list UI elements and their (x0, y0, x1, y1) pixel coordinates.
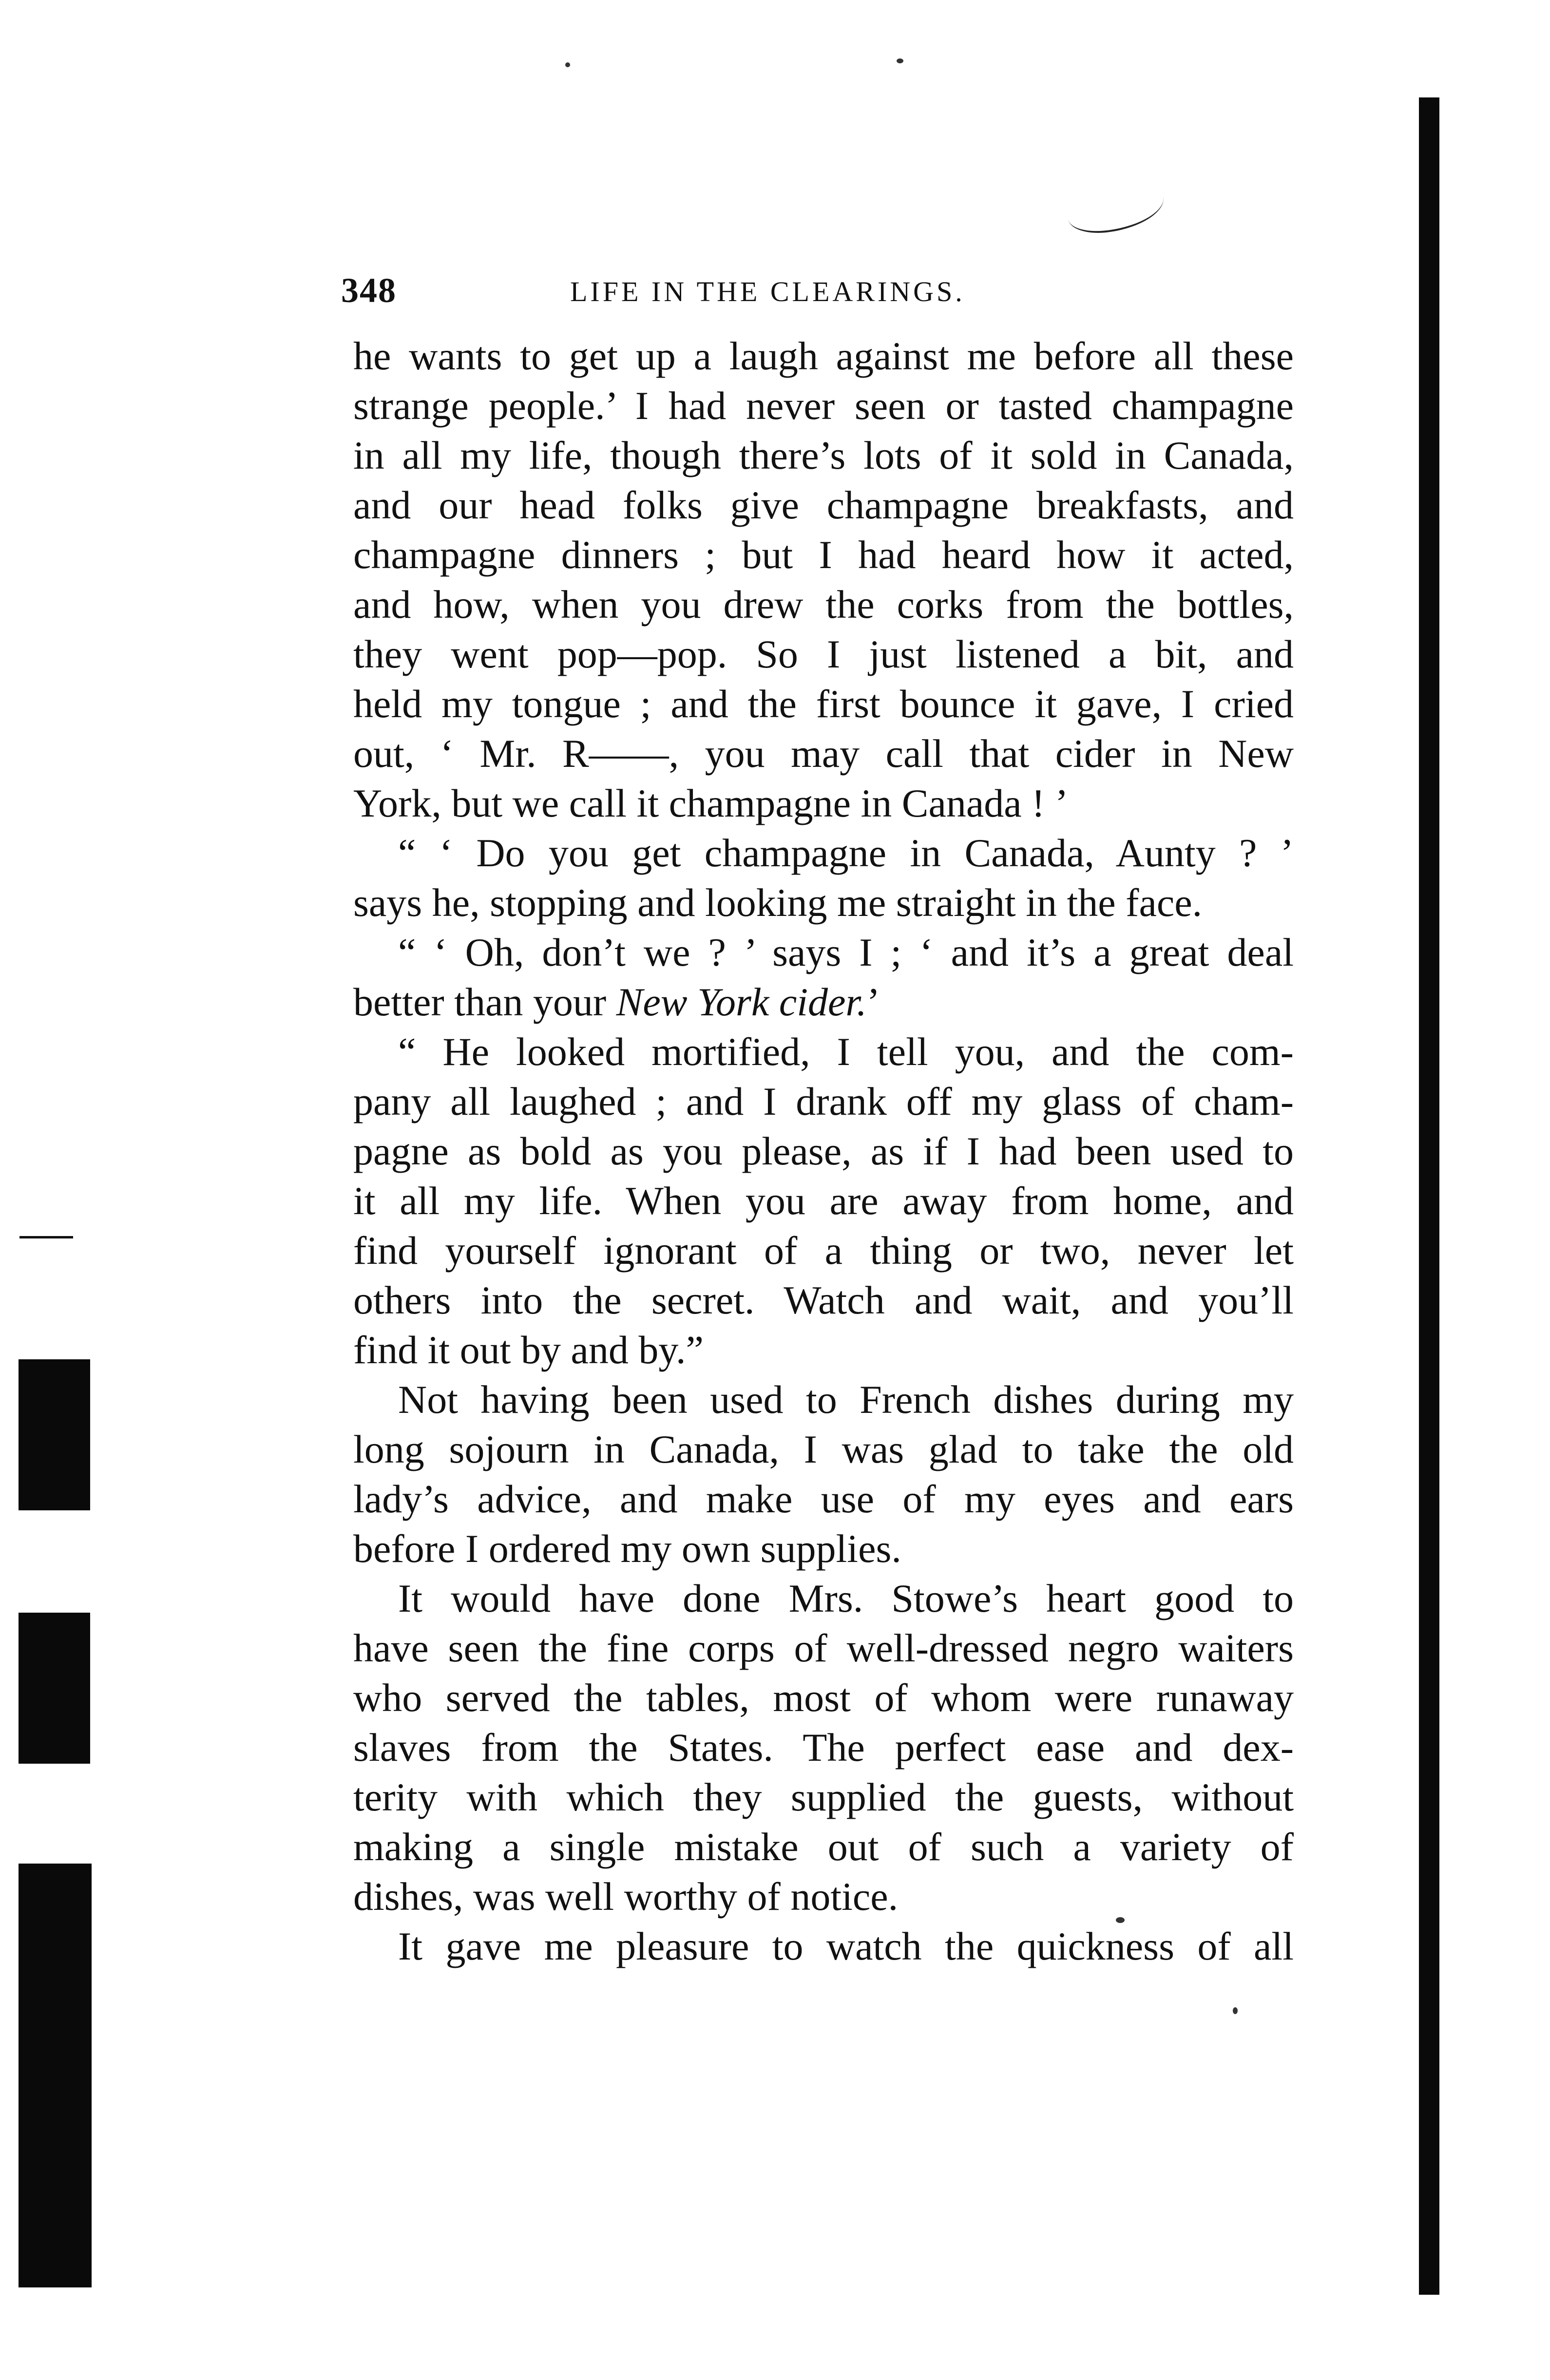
text-line-content: pagne as bold as you please, as if I had been used to (353, 1129, 1294, 1173)
text-line (353, 331, 1294, 381)
italic-phrase: New York cider. (616, 980, 867, 1024)
text-line-content: before I ordered my own supplies. (353, 1526, 901, 1571)
text-line-content: have seen the fine corps of well-dressed negro waiters (353, 1626, 1294, 1670)
text-line-content: It gave me pleasure to watch the quickness of all (398, 1924, 1294, 1968)
text-line (353, 1325, 1294, 1375)
margin-scan-mark (19, 1864, 92, 2287)
text-line (353, 1176, 1294, 1226)
text-line-content: “ ‘ Do you get champagne in Canada, Aunty ? ’ (398, 831, 1294, 875)
text-line-content: find yourself ignorant of a thing or two, never let (353, 1228, 1294, 1273)
text-line (353, 530, 1294, 580)
text-line-content: Not having been used to French dishes during my (398, 1377, 1294, 1422)
text-line-content: terity with which they supplied the guests, without (353, 1775, 1294, 1819)
text-line-content: in all my life, though there’s lots of it sold in Canada, (353, 433, 1294, 477)
text-line (353, 381, 1294, 431)
text-line (353, 1474, 1294, 1524)
text-line (353, 1375, 1294, 1425)
text-line-content: strange people.’ I had never seen or tasted champagne (353, 383, 1294, 428)
text-line-content: “ He looked mortified, I tell you, and the com- (398, 1029, 1294, 1074)
text-line (353, 1723, 1294, 1772)
running-head (341, 270, 1413, 319)
text-line (353, 977, 1294, 1027)
text-line (353, 779, 1294, 828)
text-line-content: lady’s advice, and make use of my eyes and ears (353, 1477, 1294, 1521)
text-line-content: others into the secret. Watch and wait, and you’ll (353, 1278, 1294, 1322)
text-line (353, 1922, 1294, 1971)
text-line (353, 729, 1294, 779)
text-line (353, 878, 1294, 928)
text-line (353, 1126, 1294, 1176)
margin-scan-mark (19, 1359, 90, 1510)
text-line (353, 1574, 1294, 1623)
text-line-content: they went pop—pop. So I just listened a bit, and (353, 632, 1294, 676)
text-line-content: champagne dinners ; but I had heard how it acted, (353, 533, 1294, 577)
text-line-content: pany all laughed ; and I drank off my glass of cham- (353, 1079, 1294, 1123)
margin-rule (19, 1236, 73, 1238)
text-line (353, 1673, 1294, 1723)
text-line (353, 431, 1294, 480)
text-line (353, 629, 1294, 679)
text-line-content: better than your (353, 980, 616, 1024)
text-line (353, 1276, 1294, 1325)
scan-edge-shadow (1419, 97, 1439, 2295)
text-line-content: and our head folks give champagne breakfasts, and (353, 483, 1294, 527)
text-line (353, 1822, 1294, 1872)
text-line (353, 828, 1294, 878)
text-line (353, 928, 1294, 977)
text-line (353, 679, 1294, 729)
text-line-content: who served the tables, most of whom were runaway (353, 1676, 1294, 1720)
text-line-content: “ ‘ Oh, don’t we ? ’ says I ; ‘ and it’s a great deal (398, 930, 1294, 974)
margin-scan-mark (19, 1613, 90, 1764)
ink-mark (1064, 179, 1167, 238)
text-line (353, 1077, 1294, 1126)
text-line (353, 1524, 1294, 1574)
text-line-content: out, ‘ Mr. R——, you may call that cider in New (353, 731, 1294, 776)
text-line-content: making a single mistake out of such a variety of (353, 1825, 1294, 1869)
ink-speck (1233, 2007, 1238, 2014)
text-line-content: York, but we call it champagne in Canada ! ’ (353, 781, 1069, 825)
text-line-content: he wants to get up a laugh against me before all these (353, 334, 1294, 378)
ink-speck (897, 58, 903, 63)
text-line-content: slaves from the States. The perfect ease and dex- (353, 1725, 1294, 1770)
running-title: LIFE IN THE CLEARINGS. (570, 276, 965, 307)
text-line-content: dishes, was well worthy of notice. (353, 1874, 899, 1919)
text-line-content: long sojourn in Canada, I was glad to take the old (353, 1427, 1294, 1471)
text-line (353, 1226, 1294, 1276)
text-line (353, 1772, 1294, 1822)
text-line-content: find it out by and by.” (353, 1328, 704, 1372)
text-line-content: It would have done Mrs. Stowe’s heart good to (398, 1576, 1294, 1620)
text-line (353, 480, 1294, 530)
text-line-content: it all my life. When you are away from home, and (353, 1179, 1294, 1223)
body-text (353, 331, 1294, 1971)
ink-speck (565, 62, 570, 67)
text-line (353, 580, 1294, 629)
text-line (353, 1425, 1294, 1474)
closing-quote: ’ (866, 980, 880, 1024)
text-line (353, 1872, 1294, 1922)
text-line-content: and how, when you drew the corks from the bottles, (353, 582, 1294, 627)
text-line-content: held my tongue ; and the first bounce it gave, I cried (353, 682, 1294, 726)
page-number: 348 (341, 271, 397, 310)
text-line (353, 1623, 1294, 1673)
text-line-content: says he, stopping and looking me straight in the face. (353, 880, 1203, 925)
text-line (353, 1027, 1294, 1077)
